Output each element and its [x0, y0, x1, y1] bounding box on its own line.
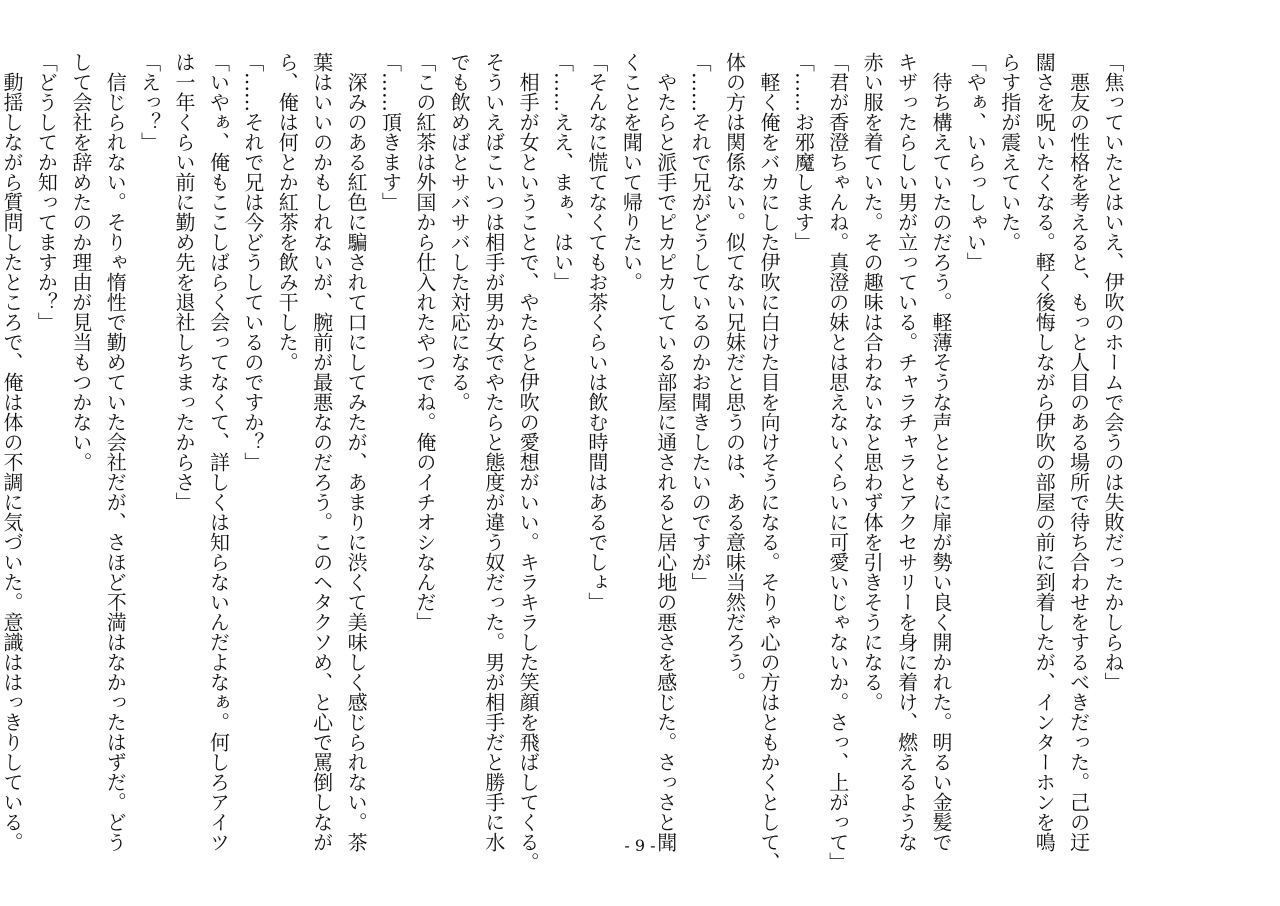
text-line: 「……それで兄は今どうしているのですか？」	[240, 52, 265, 472]
text-line: 「そんなに慌てなくてもお茶くらいは飲む時間はあるでしょ」	[584, 52, 609, 612]
text-line: 「……お邪魔します」	[791, 52, 816, 252]
text-line: 体の方は関係ない。似てない兄妹だと思うのは、ある意味当然だろう。	[722, 52, 747, 692]
text-line: 葉はいいのかもしれないが、腕前が最悪なのだろう。このヘタクソめ、と心で罵倒しなが	[309, 52, 334, 852]
text-line: 軽く俺をバカにした伊吹に白けた目を向けそうになる。そりゃ心の方はともかくとして、	[756, 52, 781, 872]
text-line: 赤い服を着ていた。その趣味は合わないなと思わず体を引きそうになる。	[860, 52, 885, 712]
page-number: - 9 -	[624, 836, 656, 855]
text-line: 信じられない。そりゃ惰性で勤めていた会社だが、さほど不満はなかったはずだ。どう	[103, 52, 128, 852]
text-line: でも飲めばとサバサバした対応になる。	[447, 52, 472, 412]
text-line: 「どうしてか知ってますか？」	[34, 52, 59, 332]
text-line: して会社を辞めたのか理由が見当もつかない。	[68, 52, 93, 472]
text-line: 「この紅茶は外国から仕入れたやつでね。俺のイチオシなんだ」	[412, 52, 437, 632]
text-line: らす指が震えていた。	[997, 52, 1022, 252]
text-line: 「……それで兄がどうしているのかお聞きしたいのですが」	[688, 52, 713, 592]
text-line: 「……頂きます」	[378, 52, 403, 212]
text-line: 深みのある紅色に騙されて口にしてみたが、あまりに渋くて美味しく感じられない。茶	[344, 52, 369, 852]
text-line: 「えっ？」	[137, 52, 162, 152]
text-line: キザったらしい男が立っている。チャラチャラとアクセサリーを身に着け、燃えるような	[894, 52, 919, 852]
text-line: やたらと派手でピカピカしている部屋に通されると居心地の悪さを感じた。さっさと聞	[653, 52, 678, 852]
text-line: 「やぁ、いらっしゃい」	[963, 52, 988, 272]
text-line: 「焦っていたとはいえ、伊吹のホームで会うのは失敗だったかしらね」	[1101, 52, 1125, 692]
text-line: 動揺しながら質問したところで、俺は体の不調に気づいた。意識ははっきりしている。	[0, 52, 24, 852]
text-line: くことを聞いて帰りたい。	[619, 52, 644, 292]
text-line: ら、俺は何とか紅茶を飲み干した。	[275, 52, 300, 372]
text-line: 「いやぁ、俺もここしばらく会ってなくて、詳しくは知らないんだよなぁ。何しろアイツ	[206, 52, 231, 852]
text-line: そういえばこいつは相手が男か女でやたらと態度が違う奴だった。男が相手だと勝手に水	[481, 52, 506, 852]
text-line: 相手が女ということで、やたらと伊吹の愛想がいい。キラキラした笑顔を飛ばしてくる。	[516, 52, 541, 872]
text-line: 待ち構えていたのだろう。軽薄そうな声とともに扉が勢い良く開かれた。明るい金髪で	[928, 52, 953, 852]
text-line: 「君が香澄ちゃんね。真澄の妹とは思えないくらいに可愛いじゃないか。さっ、上がって」	[825, 52, 850, 872]
text-line: 悪友の性格を考えると、もっと人目のある場所で待ち合わせをするべきだった。己の迂	[1066, 52, 1091, 852]
text-line: 闊さを呪いたくなる。軽く後悔しながら伊吹の部屋の前に到着したが、インターホンを鳴	[1032, 52, 1057, 852]
text-line: 「……ええ、まぁ、はい」	[550, 52, 575, 292]
text-line: は一年くらい前に勤め先を退社しちまったからさ」	[172, 52, 197, 512]
vertical-text-body	[0, 52, 1130, 872]
